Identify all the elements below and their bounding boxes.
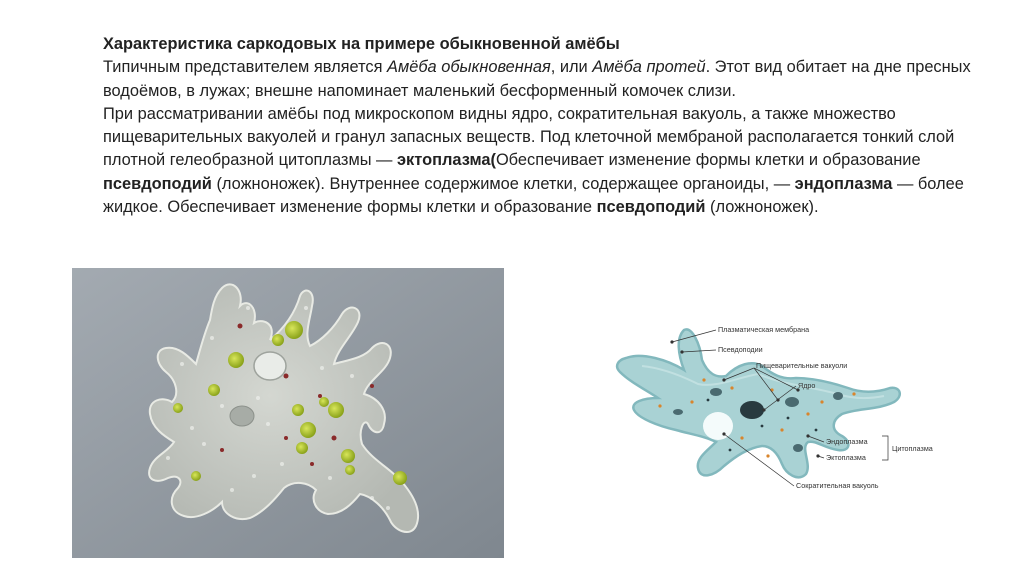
label-cytoplasm: Цитоплазма [892,444,933,453]
term-pseudopods: псевдоподий [103,174,212,193]
term-endoplasm: эндоплазма [794,174,893,193]
text-span: (ложноножек). Внутреннее содержимое клетки, содержащее органоиды, — [211,174,795,193]
amoeba-diagram [612,318,933,498]
term-ectoplasm: эктоплазма( [397,151,496,170]
label-contractile-vacuole: Сократительная вакуоль [796,481,879,490]
species-name: Амёба обыкновенная [387,58,551,77]
text-span: При рассматривании амёбы под микроскопом видны ядро, сократительная вакуоль, а также множество пищеварительных вакуолей и гранул запасных веществ. Под клеточной мембраной располагается тонкий слой плотной гелеобразной цитоплазмы — [103,104,955,170]
label-digestive-vacuoles: Пищеварительные вакуоли [756,361,848,370]
text-span: . Этот вид обитает на дне пресных водоёмов, в лужах; внешне напоминает маленький бесформенный комочек слизи. [103,58,971,100]
label-endoplasm: Эндоплазма [826,437,868,446]
diagram-nucleus [740,401,764,419]
paragraph-2 [103,103,1003,219]
paragraph-1 [103,56,1003,103]
amoeba-micrograph [72,268,504,558]
contractile-vacuole [254,352,286,380]
label-pseudopods: Псевдоподии [718,345,763,354]
text-span: , или [550,58,593,77]
text-span: Типичным представителем является [103,58,388,77]
label-membrane: Плазматическая мембрана [718,325,810,334]
diagram-contractile-vacuole [703,412,733,440]
species-name: Амёба протей [592,58,706,77]
text-span: (ложноножек). [705,198,819,217]
term-pseudopods: псевдоподий [596,198,706,217]
article-title: Характеристика саркодовых на примере обыкновенной амёбы [103,35,620,53]
nucleus [230,406,254,426]
article-text [103,33,1003,219]
amoeba-photo-image [72,268,504,558]
label-ectoplasm: Эктоплазма [826,453,866,462]
label-nucleus: Ядро [798,381,816,390]
text-span: — более жидкое. Обеспечивает изменение формы клетки и образование [103,174,964,217]
amoeba-diagram-svg [612,318,933,498]
text-span: Обеспечивает изменение формы клетки и образование [495,151,921,170]
